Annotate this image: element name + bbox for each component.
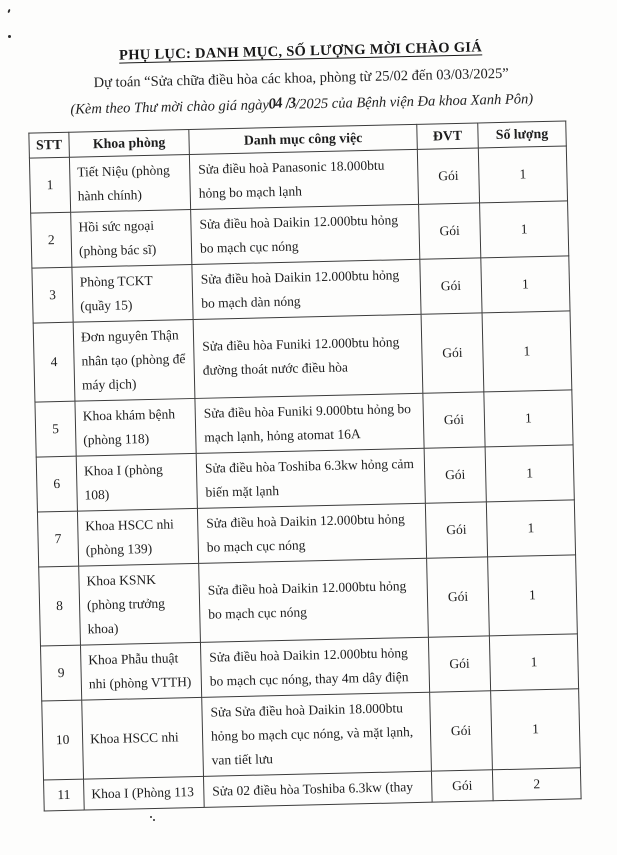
cell-khoa-phong: Tiết Niệu (phòng hành chính) <box>69 155 190 213</box>
scan-speck <box>7 9 10 13</box>
cell-khoa-phong: Khoa khám bệnh (phòng 118) <box>75 398 196 456</box>
cell-so-luong: 1 <box>491 689 581 770</box>
procurement-table <box>28 120 581 811</box>
doc-subtitle: Dự toán “Sửa chữa điều hòa các khoa, phòng từ 25/02 đến 03/03/2025” <box>93 65 509 92</box>
cell-so-luong: 1 <box>488 555 578 636</box>
cell-khoa-phong: Hồi sức ngoại (phòng bác sĩ) <box>71 209 192 267</box>
cell-dvt: Gói <box>430 691 493 771</box>
cell-danh-muc: Sửa Sửa điều hoà Daikin 18.000btu hỏng bo mạch cục nóng, và mặt lạnh, van tiết lưu <box>202 692 432 776</box>
cell-dvt: Gói <box>419 203 481 259</box>
cell-danh-muc: Sửa điều hoà Daikin 12.000btu hỏng bo mạch cục nóng <box>191 204 420 264</box>
page-title: PHỤ LỤC: DANH MỤC, SỐ LƯỢNG MỜI CHÀO GIÁ <box>118 39 483 64</box>
cell-stt: 6 <box>36 456 77 512</box>
cell-dvt: Gói <box>428 636 490 692</box>
cell-stt: 5 <box>35 401 76 457</box>
header-so-luong: Số lượng <box>478 121 567 148</box>
cell-dvt: Gói <box>420 258 482 314</box>
cell-stt: 9 <box>40 645 81 701</box>
cell-dvt: Gói <box>424 447 486 503</box>
cell-danh-muc: Sửa điều hoà Daikin 12.000btu hỏng bo mạch cục nóng, thay 4m dây điện <box>200 637 429 697</box>
cell-stt: 4 <box>33 322 75 402</box>
scan-speck <box>150 816 152 818</box>
cell-dvt: Gói <box>423 392 485 448</box>
cell-so-luong: 1 <box>489 634 578 691</box>
doc-note <box>28 90 576 119</box>
cell-dvt: Gói <box>431 770 493 802</box>
cell-khoa-phong: Khoa I (phòng 108) <box>76 453 197 511</box>
header-dvt: ĐVT <box>417 123 479 149</box>
cell-stt: 8 <box>39 566 81 646</box>
cell-khoa-phong: Khoa I (Phòng 113 <box>84 776 205 810</box>
handwritten-month: /3 <box>284 95 296 113</box>
note-prefix: (Kèm theo Thư mời chào giá ngày <box>70 97 270 118</box>
cell-khoa-phong: Khoa KSNK (phòng trưởng khoa) <box>79 563 201 645</box>
cell-khoa-phong: Khoa Phẫu thuật nhi (phòng VTTH) <box>80 642 201 700</box>
header-danh-muc: Danh mục công việc <box>189 124 418 154</box>
cell-dvt: Gói <box>417 148 479 204</box>
cell-so-luong: 1 <box>478 146 567 203</box>
cell-danh-muc: Sửa điều hoà Panasonic 18.000btu hỏng bo mạch lạnh <box>189 149 418 209</box>
cell-so-luong: 2 <box>492 768 581 801</box>
table-row <box>33 311 572 402</box>
cell-khoa-phong: Đơn nguyên Thận nhân tạo (phòng để máy dịch) <box>73 319 195 401</box>
table-row <box>42 689 581 780</box>
cell-so-luong: 1 <box>480 201 569 258</box>
cell-so-luong: 1 <box>484 390 573 447</box>
scan-speck <box>153 819 155 821</box>
cell-danh-muc: Sửa điều hòa Funiki 12.000btu hỏng đường thoát nước điều hòa <box>193 314 423 398</box>
header-khoa-phong: Khoa phòng <box>69 130 190 158</box>
cell-stt: 10 <box>42 700 84 780</box>
handwritten-day: 04 <box>267 95 283 113</box>
cell-stt: 1 <box>29 157 70 213</box>
cell-danh-muc: Sửa điều hòa Toshiba 6.3kw hỏng cảm biến mặt lạnh <box>196 448 425 508</box>
scan-speck <box>8 35 11 38</box>
header-stt: STT <box>29 132 70 158</box>
note-suffix: /2025 của Bệnh viện Đa khoa Xanh Pôn) <box>294 91 534 113</box>
cell-khoa-phong: Khoa HSCC nhi <box>82 697 204 779</box>
cell-danh-muc: Sửa điều hoà Daikin 12.000btu hỏng bo mạch cục nóng <box>197 503 426 563</box>
cell-khoa-phong: Khoa HSCC nhi (phòng 139) <box>77 508 198 566</box>
cell-dvt: Gói <box>425 502 487 558</box>
cell-stt: 11 <box>44 779 85 811</box>
cell-khoa-phong: Phòng TCKT (quầy 15) <box>72 264 193 322</box>
cell-stt: 7 <box>37 511 78 567</box>
cell-so-luong: 1 <box>482 311 572 392</box>
cell-so-luong: 1 <box>481 256 570 313</box>
cell-stt: 3 <box>32 267 73 323</box>
cell-danh-muc: Sửa điều hoà Daikin 12.000btu hỏng bo mạch cục nóng <box>199 558 429 642</box>
cell-so-luong: 1 <box>486 500 575 557</box>
cell-danh-muc: Sửa điều hòa Funiki 9.000btu hỏng bo mạch lạnh, hỏng atomat 16A <box>195 393 424 453</box>
cell-dvt: Gói <box>427 557 490 637</box>
cell-so-luong: 1 <box>485 445 574 502</box>
table-row <box>39 555 578 646</box>
cell-dvt: Gói <box>421 313 484 393</box>
cell-danh-muc: Sửa 02 điều hòa Toshiba 6.3kw (thay <box>203 771 432 807</box>
cell-danh-muc: Sửa điều hoà Daikin 12.000btu hỏng bo mạch dàn nóng <box>192 259 421 319</box>
cell-stt: 2 <box>31 212 72 268</box>
